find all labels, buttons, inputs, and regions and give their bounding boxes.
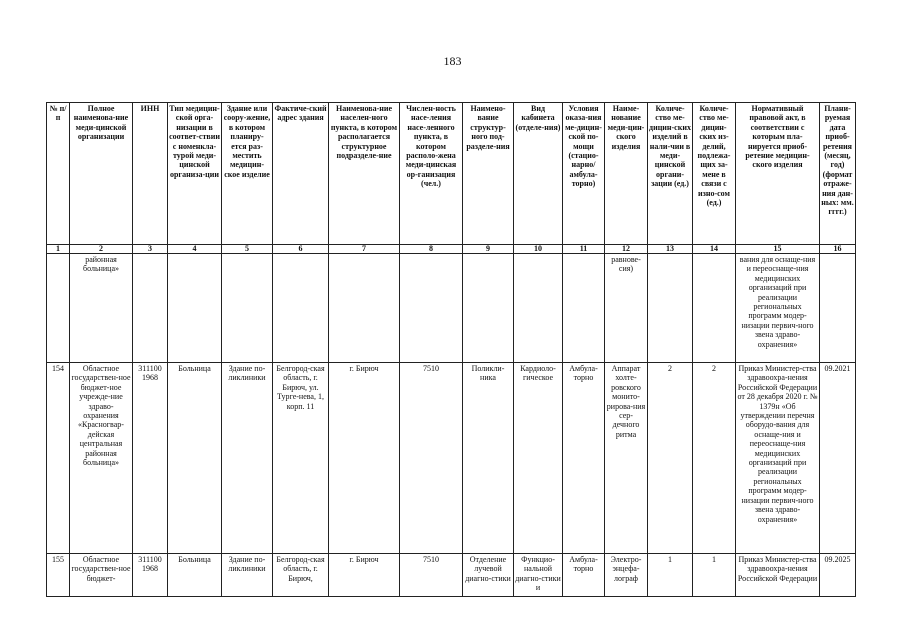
header-cell: Условия оказа-ния ме-дицин-ской по-мощи (стацио-нарно/ амбула-торно) (563, 103, 605, 245)
population-cell: 7510 (400, 554, 463, 597)
cabinet-cell: Кардиоло-гическое (514, 363, 563, 554)
population-cell (400, 254, 463, 363)
subdivision-cell: Отделение лучевой диагно-стики (463, 554, 514, 597)
building-cell (222, 254, 273, 363)
settlement-cell (329, 254, 400, 363)
org-type-cell (168, 254, 222, 363)
device-cell: Аппарат холте-ровского монито-рирова-ния сер-дечного ритма (605, 363, 648, 554)
legal-act-cell: Приказ Министер-ства здравоохра-нения Российской Федерации (736, 554, 820, 597)
header-cell: Полное наименова-ние меди-цинской организации (70, 103, 133, 245)
table-row (47, 363, 856, 554)
header-cell: Нормативный правовой акт, в соответствии с которым пла-нируется приоб-ретение медицин-ского изделия (736, 103, 820, 245)
address-cell: Белгород-ская область, г. Бирюч, ул. Турге-нева, 1, корп. 11 (273, 363, 329, 554)
settlement-cell: г. Бирюч (329, 554, 400, 597)
org-name-cell: Областное государствен-ное бюджет- (70, 554, 133, 597)
row-number: 154 (47, 363, 70, 554)
header-cell: Тип медицин-ской орга-низации в соответ-ствии с номенкла-турой меди-цинской организа-ции (168, 103, 222, 245)
date-cell: 09.2025 (820, 554, 856, 597)
column-number: 6 (273, 245, 329, 254)
table-row (47, 254, 856, 363)
column-number: 11 (563, 245, 605, 254)
header-cell: Плани-руемая дата приоб-ретения (месяц, год) (формат отраже-ния дан-ных: мм. гггг.) (820, 103, 856, 245)
column-number: 14 (693, 245, 736, 254)
building-cell: Здание по-ликлиники (222, 363, 273, 554)
device-cell: равнове-сия) (605, 254, 648, 363)
header-cell: Количе-ство ме-дицин-ских изделий в нали-чии в меди-цинской органи-зации (ед.) (648, 103, 693, 245)
conditions-cell: Амбула-торно (563, 554, 605, 597)
address-cell (273, 254, 329, 363)
column-number: 15 (736, 245, 820, 254)
subdivision-cell (463, 254, 514, 363)
address-cell: Белгород-ская область, г. Бирюч, (273, 554, 329, 597)
settlement-cell: г. Бирюч (329, 363, 400, 554)
building-cell: Здание по-ликлиники (222, 554, 273, 597)
qty-replace-cell: 1 (693, 554, 736, 597)
conditions-cell (563, 254, 605, 363)
column-number: 13 (648, 245, 693, 254)
org-name-cell: Областное государствен-ное бюджет-ное учрежде-ние здраво-охранения «Красногвар-дейская центральная районная больница» (70, 363, 133, 554)
org-name-cell: районная больница» (70, 254, 133, 363)
header-cell: Наиме-нование меди-цин-ского изделия (605, 103, 648, 245)
population-cell: 7510 (400, 363, 463, 554)
date-cell: 09.2021 (820, 363, 856, 554)
header-cell: Здание или соору-жение, в котором планиру-ется раз-местить медицин-ское изделие (222, 103, 273, 245)
qty-replace-cell (693, 254, 736, 363)
legal-act-cell: вания для оснаще-ния и переоснаще-ния медицинских организаций при реализации региональных программ модер-низации первич-ного звена здраво-охранения» (736, 254, 820, 363)
inn-cell: 311100 1968 (133, 363, 168, 554)
column-number-row (47, 245, 856, 254)
medical-equipment-table (46, 102, 856, 597)
subdivision-cell: Поликли-ника (463, 363, 514, 554)
date-cell (820, 254, 856, 363)
device-cell: Электро-энцефа-лограф (605, 554, 648, 597)
column-number: 2 (70, 245, 133, 254)
column-number: 1 (47, 245, 70, 254)
qty-available-cell: 2 (648, 363, 693, 554)
header-row (47, 103, 856, 245)
header-cell: № п/п (47, 103, 70, 245)
qty-available-cell: 1 (648, 554, 693, 597)
inn-cell (133, 254, 168, 363)
conditions-cell: Амбула-торно (563, 363, 605, 554)
column-number: 7 (329, 245, 400, 254)
row-number: 155 (47, 554, 70, 597)
header-cell: Фактиче-ский адрес здания (273, 103, 329, 245)
cabinet-cell: Функцио-нальной диагно-стики и (514, 554, 563, 597)
column-number: 4 (168, 245, 222, 254)
header-cell: Числен-ность насе-ления насе-ленного пункта, в котором располо-жена меди-цинская ор-ганизация (чел.) (400, 103, 463, 245)
header-cell: Наимено-вание структур-ного под-разделе-ния (463, 103, 514, 245)
column-number: 5 (222, 245, 273, 254)
table-row (47, 554, 856, 597)
header-cell: Количе-ство ме-дицин-ских из-делий, подлежа-щих за-мене в связи с изно-сом (ед.) (693, 103, 736, 245)
qty-available-cell (648, 254, 693, 363)
header-cell: Наименова-ние населен-ного пункта, в котором располагается структурное подразделе-ние (329, 103, 400, 245)
column-number: 12 (605, 245, 648, 254)
qty-replace-cell: 2 (693, 363, 736, 554)
legal-act-cell: Приказ Министер-ства здравоохра-нения Российской Федерации от 28 декабря 2020 г. № 1379н «Об утверждении перечня оборудо-вания для оснаще-ния и переоснаще-ния медицинских организаций при реализации региональных программ модер-низации первич-ного звена здраво-охранения» (736, 363, 820, 554)
header-cell: Вид кабинета (отделе-ния) (514, 103, 563, 245)
page-number: 183 (443, 54, 462, 68)
header-cell: ИНН (133, 103, 168, 245)
column-number: 10 (514, 245, 563, 254)
cabinet-cell (514, 254, 563, 363)
column-number: 3 (133, 245, 168, 254)
inn-cell: 311100 1968 (133, 554, 168, 597)
org-type-cell: Больница (168, 363, 222, 554)
org-type-cell: Больница (168, 554, 222, 597)
column-number: 9 (463, 245, 514, 254)
column-number: 16 (820, 245, 856, 254)
column-number: 8 (400, 245, 463, 254)
row-number (47, 254, 70, 363)
